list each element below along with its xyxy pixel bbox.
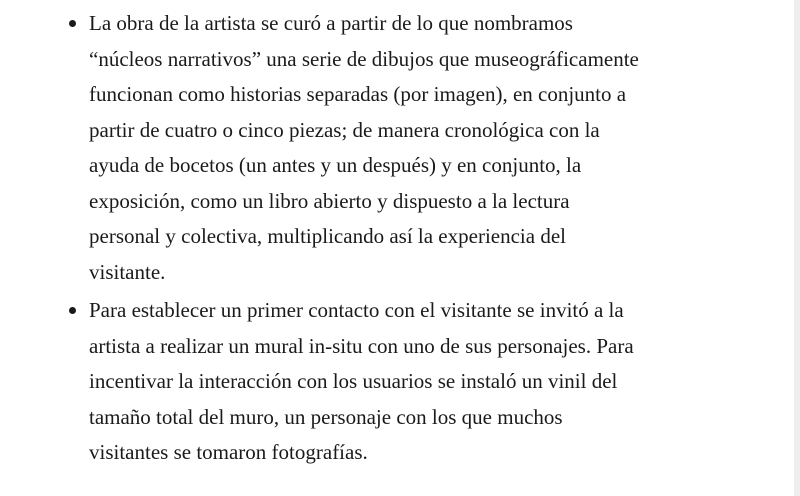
text-line: visitante. xyxy=(89,259,166,284)
text-line: artista a realizar un mural in-situ con uno de sus personajes. Para xyxy=(89,333,634,358)
text-line: visitantes se tomaron fotografías. xyxy=(89,440,368,464)
text-line: La obra de la artista se curó a partir de lo que nombramos xyxy=(89,11,573,35)
bullet-item-curation xyxy=(0,6,729,290)
bullet-item-mural xyxy=(0,293,729,471)
text-line: “núcleos narrativos” una serie de dibujos que museográficamente xyxy=(89,46,639,71)
text-line: Para establecer un primer contacto con el visitante se invitó a la xyxy=(89,298,624,322)
text-line: personal y colectiva, multiplicando así la experiencia del xyxy=(89,224,566,248)
text-line: tamaño total del muro, un personaje con los que muchos xyxy=(89,404,563,429)
bullet-dot-icon xyxy=(69,20,76,27)
bullet-list xyxy=(0,6,800,471)
page-edge xyxy=(794,0,800,496)
text-line: ayuda de bocetos (un antes y un después) y en conjunto, la xyxy=(89,153,582,177)
text-line: exposición, como un libro abierto y dispuesto a la lectura xyxy=(89,188,570,213)
bullet-dot-icon xyxy=(69,307,76,314)
text-line: funcionan como historias separadas (por imagen), en conjunto a xyxy=(89,82,627,106)
text-line: partir de cuatro o cinco piezas; de manera cronológica con la xyxy=(89,117,600,142)
text-line: incentivar la interacción con los usuarios se instaló un vinil del xyxy=(89,369,618,393)
